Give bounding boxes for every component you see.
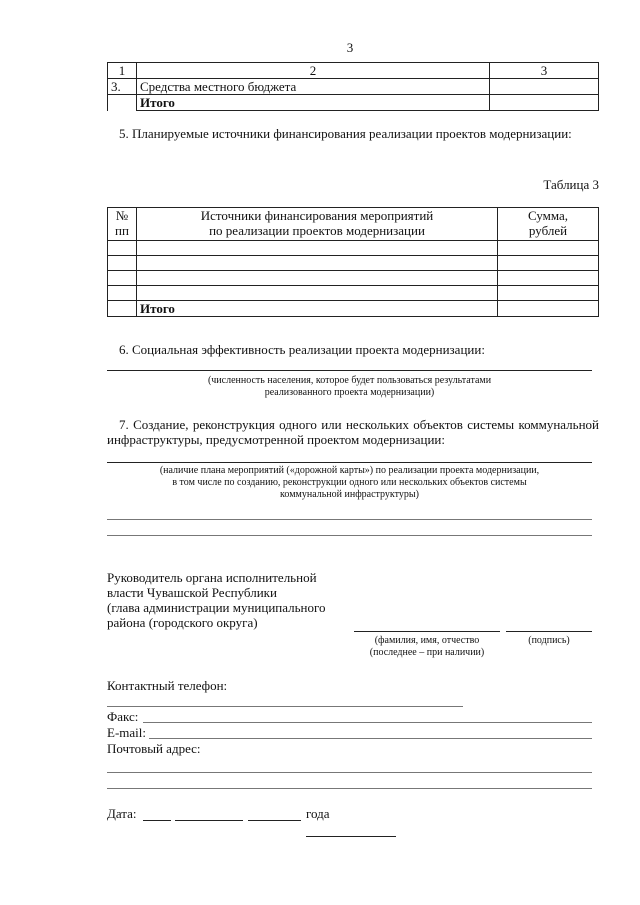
table-3-label: Таблица 3 bbox=[543, 177, 599, 192]
date-label: Дата: bbox=[107, 806, 137, 821]
col-sum-header: Сумма, рублей bbox=[498, 208, 599, 241]
fax-input-line[interactable] bbox=[143, 722, 592, 723]
address-input-line-2[interactable] bbox=[107, 788, 592, 789]
signatory-title: Руководитель органа исполнительной власти Чувашской Республики (глава администрации муниципального района (городского округа) bbox=[107, 570, 326, 630]
section-7-input-line[interactable] bbox=[107, 462, 592, 463]
table-row bbox=[108, 286, 599, 301]
fio-input-line[interactable] bbox=[354, 631, 500, 632]
phone-input-line[interactable] bbox=[107, 706, 463, 707]
table-row bbox=[108, 241, 599, 256]
section-7-hint: (наличие плана мероприятий («дорожной карты») по реализации проекта модернизации, в том числе по созданию, реконструкции одного или нескольких объектов системы коммунальной инфраструктуры) bbox=[159, 465, 540, 500]
section-7-extra-line-2[interactable] bbox=[107, 535, 592, 536]
date-suffix: года bbox=[306, 806, 330, 821]
table-row-total bbox=[108, 301, 599, 317]
col-header-2: 2 bbox=[137, 63, 490, 79]
address-label: Почтовый адрес: bbox=[107, 741, 201, 756]
total-value[interactable] bbox=[498, 301, 599, 317]
phone-label: Контактный телефон: bbox=[107, 678, 228, 693]
email-input-line[interactable] bbox=[149, 738, 592, 739]
table-header-row bbox=[108, 208, 599, 241]
signature-input-line[interactable] bbox=[506, 631, 592, 632]
section-7-text: 7. Создание, реконструкция одного или нескольких объектов системы коммунальной инфраструктуры, предусмотренной проектом модернизации: bbox=[107, 417, 599, 447]
fax-label: Факс: bbox=[107, 709, 139, 724]
total-label: Итого bbox=[137, 95, 490, 111]
date-day-line[interactable] bbox=[143, 820, 171, 821]
fio-hint: (фамилия, имя, отчество (последнее – при наличии) bbox=[369, 635, 485, 658]
table-row bbox=[108, 256, 599, 271]
col-header-1: 1 bbox=[108, 63, 137, 79]
table-row bbox=[108, 271, 599, 286]
section-6-text: 6. Социальная эффективность реализации проекта модернизации: bbox=[119, 342, 485, 357]
col-sources-header: Источники финансирования мероприятий по реализации проектов модернизации bbox=[137, 208, 498, 241]
table-header-row bbox=[108, 63, 599, 79]
date-year-line[interactable] bbox=[248, 820, 301, 821]
col-number-header: № пп bbox=[108, 208, 137, 241]
address-input-line-1[interactable] bbox=[107, 772, 592, 773]
top-table bbox=[107, 62, 599, 111]
row-number: 3. bbox=[108, 79, 137, 95]
date-signature-line[interactable] bbox=[306, 836, 396, 837]
col-header-3: 3 bbox=[490, 63, 599, 79]
financing-table bbox=[107, 207, 599, 317]
total-value[interactable] bbox=[490, 95, 599, 111]
signature-hint: (подпись) bbox=[528, 635, 570, 646]
section-6-input-line[interactable] bbox=[107, 370, 592, 371]
section-6-hint: (численность населения, которое будет пользоваться результатами реализованного проекта модернизации) bbox=[207, 375, 492, 398]
row-label: Средства местного бюджета bbox=[137, 79, 490, 95]
page-number: 3 bbox=[346, 40, 354, 55]
row-value[interactable] bbox=[490, 79, 599, 95]
date-month-line[interactable] bbox=[175, 820, 243, 821]
section-5-text: 5. Планируемые источники финансирования реализации проектов модернизации: bbox=[119, 126, 572, 141]
email-label: E-mail: bbox=[107, 725, 146, 740]
section-7-extra-line-1[interactable] bbox=[107, 519, 592, 520]
table-row-total bbox=[108, 95, 599, 111]
table-row bbox=[108, 79, 599, 95]
total-label: Итого bbox=[137, 301, 498, 317]
